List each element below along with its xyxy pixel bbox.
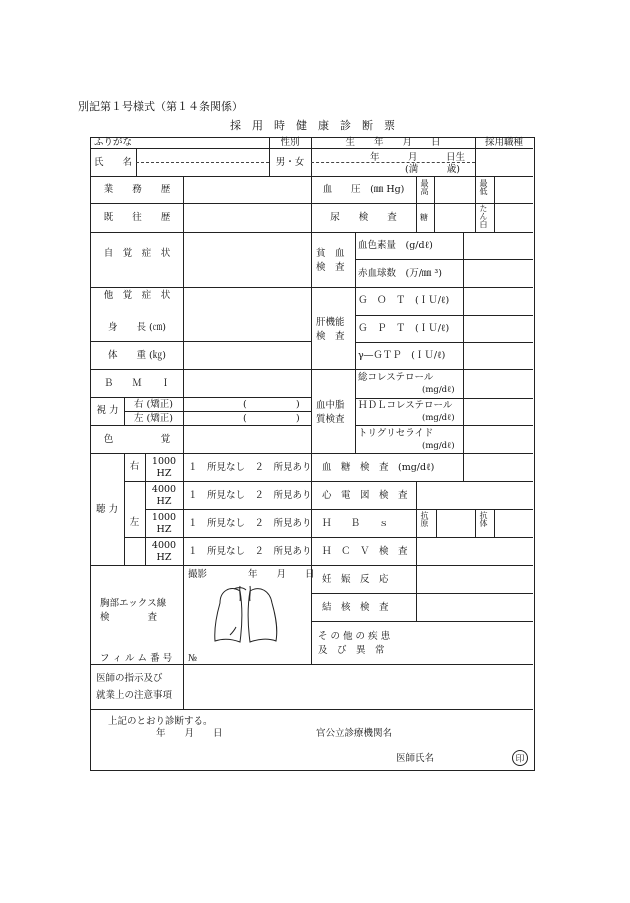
- urine-test-label: 尿 検 査: [330, 212, 397, 223]
- freq-left-1000: 1000: [151, 512, 177, 523]
- hdl-label: ＨＤＬコレステロール: [358, 400, 453, 411]
- pregnancy-label: 妊 娠 反 応: [322, 574, 389, 585]
- chest-xray-label-2: 検 査: [100, 612, 158, 623]
- freq-left-1000-unit: HZ: [156, 524, 172, 535]
- anemia-label-2: 検 査: [316, 262, 345, 273]
- antibody-label: 抗体: [479, 511, 488, 527]
- hdl-unit: (mg/dℓ): [422, 413, 455, 423]
- anemia-label-1: 貧 血: [316, 248, 345, 259]
- ecg-label: 心 電 図 検 査: [322, 490, 408, 501]
- weight-label: 体 重 (㎏): [108, 350, 166, 361]
- urine-protein-label: たん白: [479, 204, 488, 228]
- furigana-label: ふりがな: [94, 137, 133, 148]
- job-history-label: 業 務 歴: [103, 184, 171, 195]
- lungs-diagram-icon: [210, 583, 280, 645]
- hcv-label: Ｈ Ｃ Ｖ 検 査: [322, 546, 408, 557]
- hearing-option-r1000: １ 所見なし ２ 所見あり: [188, 462, 312, 473]
- birth-date-format: 年 月 日生: [370, 152, 466, 163]
- film-number-symbol: №: [188, 653, 197, 664]
- hearing-option-l4000: １ 所見なし ２ 所見あり: [188, 546, 312, 557]
- annex-label: 別記第１号様式（第１４条関係）: [78, 100, 243, 113]
- sex-value: 男・女: [275, 157, 305, 168]
- vision-left-paren-close: ): [296, 413, 300, 424]
- hearing-right-label: 右: [129, 461, 140, 472]
- blood-pressure-label: 血 圧 (㎜ Hg): [322, 184, 405, 195]
- urine-sugar-label: 糖: [420, 213, 428, 222]
- got-label: Ｇ Ｏ Ｔ (ＩＵ/ℓ): [358, 295, 450, 306]
- freq-right-1000-unit: HZ: [156, 468, 172, 479]
- hbs-label: Ｈ Ｂ ｓ: [322, 518, 389, 529]
- bp-min-label: 最低: [479, 179, 488, 195]
- objective-symptoms-label: 他 覚 症 状: [103, 290, 171, 301]
- bp-max-label: 最高: [420, 179, 429, 195]
- vision-right-paren-open: (: [243, 399, 247, 410]
- tuberculosis-label: 結 核 検 査: [322, 602, 389, 613]
- total-cholesterol-unit: (mg/dℓ): [422, 385, 455, 395]
- lipid-label-1: 血中脂: [316, 400, 345, 411]
- chest-xray-label-1: 胸部エックス線: [100, 598, 167, 609]
- age-label: (満 歳): [405, 164, 460, 175]
- triglyceride-label: トリグリセライド: [358, 428, 434, 439]
- birthdate-label: 生 年 月 日: [345, 137, 441, 148]
- bmi-label: Ｂ Ｍ Ｉ: [103, 378, 171, 389]
- past-history-label: 既 往 歴: [103, 212, 171, 223]
- gpt-label: Ｇ Ｐ Ｔ (ＩＵ/ℓ): [358, 323, 450, 334]
- blood-glucose-label: 血 糖 検 査 (mg/dℓ): [322, 462, 435, 473]
- vision-right-label: 右 (矯正): [134, 399, 173, 410]
- triglyceride-unit: (mg/dℓ): [422, 441, 455, 451]
- institution-label: 官公立診療機関名: [316, 728, 393, 739]
- doctor-instruction-label-1: 医師の指示及び: [96, 673, 163, 684]
- antigen-label: 抗原: [420, 511, 429, 527]
- freq-right-1000: 1000: [151, 456, 177, 467]
- hearing-label: 聴 力: [96, 504, 119, 515]
- height-label: 身 長 (㎝): [108, 322, 166, 333]
- vision-right-paren-close: ): [296, 399, 300, 410]
- vision-left-paren-open: (: [243, 413, 247, 424]
- freq-right-4000: 4000: [151, 484, 177, 495]
- vision-left-label: 左 (矯正): [134, 413, 173, 424]
- total-cholesterol-label: 総コレステロール: [358, 372, 434, 383]
- diagnosis-statement: 上記のとおり診断する。: [108, 716, 213, 727]
- film-number-label: フ ィ ル ム 番 号: [100, 653, 173, 664]
- name-label: 氏 名: [94, 157, 133, 168]
- hearing-left-label: 左: [129, 517, 140, 528]
- xray-photo-label: 撮影: [188, 569, 208, 580]
- rbc-label: 赤血球数 (万/㎜ ³): [358, 268, 442, 279]
- freq-left-4000-unit: HZ: [156, 552, 172, 563]
- doctor-name-label: 医師氏名: [396, 753, 435, 764]
- hearing-option-r4000: １ 所見なし ２ 所見あり: [188, 490, 312, 501]
- freq-left-4000: 4000: [151, 540, 177, 551]
- color-vision-label: 色 覚: [103, 434, 171, 445]
- ggtp-label: γ―ＧＴＰ (ＩＵ/ℓ): [358, 350, 446, 361]
- doctor-instruction-label-2: 就業上の注意事項: [96, 690, 173, 701]
- hearing-option-l1000: １ 所見なし ２ 所見あり: [188, 518, 312, 529]
- form-title: 採 用 時 健 康 診 断 票: [230, 119, 395, 132]
- freq-right-4000-unit: HZ: [156, 496, 172, 507]
- liver-label-2: 検 査: [316, 331, 345, 342]
- seal-icon: [511, 749, 529, 767]
- diagnosis-date: 年 月 日: [156, 728, 223, 739]
- other-disease-label-1: そ の 他 の 疾 患: [318, 631, 391, 642]
- liver-label-1: 肝機能: [316, 317, 345, 328]
- seal-text: 印: [515, 754, 525, 765]
- hemoglobin-label: 血色素量 (g/dℓ): [358, 240, 433, 251]
- lipid-label-2: 質検査: [316, 414, 345, 425]
- sex-label: 性別: [280, 137, 300, 148]
- job-type-label: 採用職種: [484, 137, 523, 148]
- subjective-symptoms-label: 自 覚 症 状: [103, 248, 171, 259]
- vision-label: 視 力: [96, 405, 119, 416]
- other-disease-label-2: 及 び 異 常: [318, 645, 385, 656]
- xray-date-label: 年 月 日: [248, 569, 315, 580]
